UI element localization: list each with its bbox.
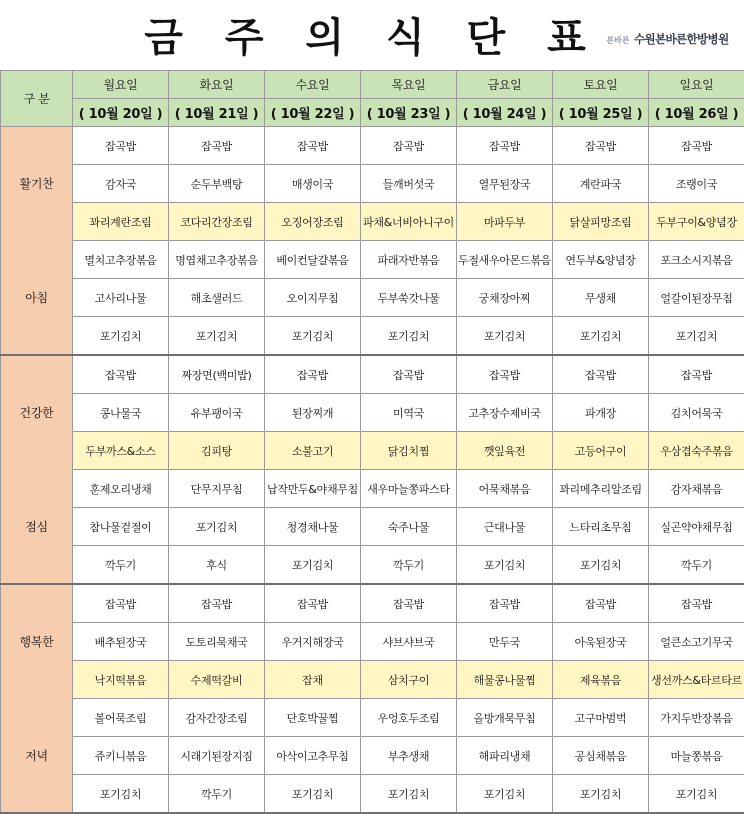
menu-item: 포기김치 [361,317,457,356]
menu-item: 잡곡밥 [361,355,457,394]
menu-item: 닭살피망조림 [553,203,649,241]
menu-row [1,355,744,394]
menu-item: 아욱된장국 [553,623,649,661]
menu-item: 잡곡밥 [169,584,265,623]
menu-row [1,165,744,203]
logo-name: 수원본바른한방병원 [634,31,729,47]
menu-item: 김피탕 [169,432,265,470]
menu-item: 오징어장조림 [265,203,361,241]
menu-item: 쥬키니볶음 [73,737,169,775]
menu-item: 해물콩나물찜 [457,661,553,699]
menu-row [1,470,744,508]
day-date: ( 10월 25일 ) [553,99,649,127]
menu-item: 잡곡밥 [553,584,649,623]
menu-item: 연두부&양념장 [553,241,649,279]
menu-item: 잡곡밥 [73,127,169,165]
menu-item: 포기김치 [265,546,361,585]
menu-item: 들깨버섯국 [361,165,457,203]
page-title: 금 주 의 식 단 표 [0,6,744,63]
menu-item: 포기김치 [457,546,553,585]
menu-item: 잡곡밥 [169,127,265,165]
day-date: ( 10월 22일 ) [265,99,361,127]
menu-item: 새우마늘쫑파스타 [361,470,457,508]
menu-row [1,737,744,775]
menu-item: 포기김치 [553,546,649,585]
menu-item: 된장찌개 [265,394,361,432]
menu-item: 포기김치 [73,775,169,814]
meal-section-title: 건강한 [1,404,72,421]
menu-item: 우엉호두조림 [361,699,457,737]
menu-item: 단호박꿀찜 [265,699,361,737]
menu-item: 궁채장아찌 [457,279,553,317]
menu-item: 시래기된장지짐 [169,737,265,775]
menu-item: 유부팽이국 [169,394,265,432]
menu-item: 공심채볶음 [553,737,649,775]
menu-item: 조랭이국 [649,165,744,203]
menu-item: 고등어구이 [553,432,649,470]
menu-item: 포기김치 [265,317,361,356]
menu-item: 얼갈이된장무침 [649,279,744,317]
day-label: 일요일 [649,71,744,99]
page-header [0,0,744,70]
menu-item: 만두국 [457,623,553,661]
menu-item: 깻잎육전 [457,432,553,470]
date-header-row [1,99,744,127]
menu-item: 삼치구이 [361,661,457,699]
menu-item: 깍두기 [73,546,169,585]
menu-item: 잡곡밥 [265,127,361,165]
menu-item: 베이컨달걀볶음 [265,241,361,279]
day-date: ( 10월 24일 ) [457,99,553,127]
menu-item: 포기김치 [553,775,649,814]
menu-row [1,127,744,165]
menu-row [1,432,744,470]
menu-item: 꽈리메추리알조림 [553,470,649,508]
meal-section-label [1,355,73,584]
logo-badge: 본바른 [603,30,633,52]
menu-item: 잡곡밥 [553,355,649,394]
menu-item: 포기김치 [553,317,649,356]
menu-item: 해초샐러드 [169,279,265,317]
menu-row [1,317,744,356]
menu-row [1,584,744,623]
menu-item: 부추생채 [361,737,457,775]
menu-item: 잡곡밥 [649,355,744,394]
menu-item: 감자국 [73,165,169,203]
menu-item: 김치어묵국 [649,394,744,432]
menu-item: 마늘쫑볶음 [649,737,744,775]
menu-item: 납작만두&야채무침 [265,470,361,508]
menu-item: 포크소시지볶음 [649,241,744,279]
menu-item: 수제떡갈비 [169,661,265,699]
menu-row [1,508,744,546]
day-header-row [1,71,744,99]
meal-section-name: 아침 [1,289,72,306]
menu-item: 고사리나물 [73,279,169,317]
menu-item: 후식 [169,546,265,585]
day-date: ( 10월 23일 ) [361,99,457,127]
day-label: 토요일 [553,71,649,99]
menu-item: 소불고기 [265,432,361,470]
menu-item: 포기김치 [361,775,457,814]
menu-item: 깍두기 [169,775,265,814]
gubun-header: 구 분 [1,71,73,127]
menu-item: 청경채나물 [265,508,361,546]
menu-item: 숙주나물 [361,508,457,546]
meal-section-title: 행복한 [1,633,72,650]
menu-item: 포기김치 [457,317,553,356]
menu-item: 닭김치찜 [361,432,457,470]
menu-item: 오이지무침 [265,279,361,317]
menu-item: 감자간장조림 [169,699,265,737]
menu-item: 열무된장국 [457,165,553,203]
menu-item: 가지두반장볶음 [649,699,744,737]
day-label: 금요일 [457,71,553,99]
day-label: 수요일 [265,71,361,99]
menu-item: 도토리묵채국 [169,623,265,661]
menu-item: 포기김치 [457,775,553,814]
menu-item: 무생채 [553,279,649,317]
menu-item: 잡채 [265,661,361,699]
menu-item: 잡곡밥 [553,127,649,165]
menu-item: 잡곡밥 [73,584,169,623]
menu-item: 잡곡밥 [649,127,744,165]
menu-item: 미역국 [361,394,457,432]
menu-item: 훈제오리냉채 [73,470,169,508]
menu-row [1,394,744,432]
menu-item: 포기김치 [169,508,265,546]
menu-item: 포기김치 [169,317,265,356]
menu-item: 감자채볶음 [649,470,744,508]
menu-item: 잡곡밥 [361,584,457,623]
menu-item: 멸치고추장볶음 [73,241,169,279]
day-date: ( 10월 20일 ) [73,99,169,127]
menu-item: 두부까스&소스 [73,432,169,470]
menu-item: 매생이국 [265,165,361,203]
menu-item: 두부쑥갓나물 [361,279,457,317]
menu-item: 포기김치 [73,317,169,356]
menu-item: 어묵채볶음 [457,470,553,508]
menu-item: 파개장 [553,394,649,432]
menu-item: 얼큰소고기무국 [649,623,744,661]
menu-item: 단무지무침 [169,470,265,508]
menu-item: 잡곡밥 [649,584,744,623]
menu-item: 깍두기 [361,546,457,585]
menu-item: 명엽채고추장볶음 [169,241,265,279]
menu-item: 참나물겉절이 [73,508,169,546]
menu-item: 깍두기 [649,546,744,585]
menu-item: 계란파국 [553,165,649,203]
menu-row [1,279,744,317]
menu-item: 포기김치 [265,775,361,814]
menu-item: 느타리초무침 [553,508,649,546]
hospital-logo [603,30,743,60]
menu-item: 배추된장국 [73,623,169,661]
menu-item: 볼어묵조림 [73,699,169,737]
meal-section-title: 활기찬 [1,175,72,192]
menu-item: 두절새우아몬드볶음 [457,241,553,279]
menu-item: 잡곡밥 [265,584,361,623]
menu-item: 아삭이고추무침 [265,737,361,775]
meal-section-label [1,584,73,813]
menu-item: 파채&너비아니구이 [361,203,457,241]
meal-section-name: 점심 [1,518,72,535]
day-label: 목요일 [361,71,457,99]
menu-row [1,661,744,699]
menu-item: 코다리간장조림 [169,203,265,241]
meal-section-label [1,127,73,356]
menu-item: 잡곡밥 [265,355,361,394]
menu-row [1,546,744,585]
menu-item: 해파리냉채 [457,737,553,775]
menu-item: 꽈리계란조림 [73,203,169,241]
day-label: 월요일 [73,71,169,99]
menu-row [1,699,744,737]
menu-item: 근대나물 [457,508,553,546]
menu-item: 고구마범벅 [553,699,649,737]
weekly-menu-table [0,70,744,814]
menu-item: 고추장수제비국 [457,394,553,432]
menu-item: 두부구이&양념장 [649,203,744,241]
day-date: ( 10월 26일 ) [649,99,744,127]
meal-section-name: 저녁 [1,747,72,764]
menu-item: 짜장면(백미밥) [169,355,265,394]
menu-item: 포기김치 [649,317,744,356]
menu-item: 포기김치 [649,775,744,814]
day-label: 화요일 [169,71,265,99]
menu-item: 잡곡밥 [361,127,457,165]
menu-item: 콩나물국 [73,394,169,432]
menu-item: 올방개묵무침 [457,699,553,737]
menu-item: 실곤약야채무침 [649,508,744,546]
menu-item: 잡곡밥 [73,355,169,394]
menu-item: 잡곡밥 [457,584,553,623]
menu-item: 마파두부 [457,203,553,241]
menu-item: 우삼겹숙주볶음 [649,432,744,470]
menu-row [1,203,744,241]
menu-item: 순두부백탕 [169,165,265,203]
menu-item: 파래자반볶음 [361,241,457,279]
menu-item: 제육볶음 [553,661,649,699]
menu-row [1,623,744,661]
menu-item: 샤브샤브국 [361,623,457,661]
menu-item: 잡곡밥 [457,127,553,165]
menu-item: 잡곡밥 [457,355,553,394]
menu-item: 우거지해장국 [265,623,361,661]
menu-item: 생선까스&타르타르 [649,661,744,699]
day-date: ( 10월 21일 ) [169,99,265,127]
menu-row [1,241,744,279]
menu-item: 낙지떡볶음 [73,661,169,699]
menu-row [1,775,744,814]
